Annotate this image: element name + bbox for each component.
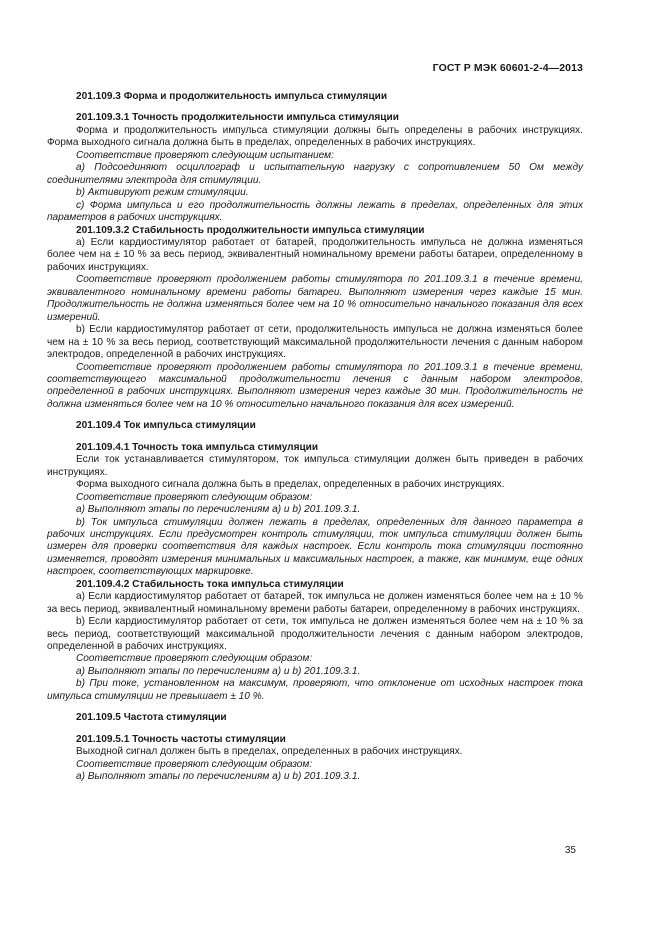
- body-paragraph: а) Если кардиостимулятор работает от батарей, продолжительность импульса не должна изменяться более чем на ± 10 % за весь период, эквивалентный номинальному времени работы батареи, определенному в рабочих инструкциях.: [47, 236, 583, 273]
- section-heading: 201.109.3 Форма и продолжительность импульса стимуляции: [76, 91, 388, 102]
- compliance-text: Соответствие проверяют следующим образом:: [76, 758, 313, 770]
- compliance-text: а) Выполняют этапы по перечислениям а) и b) 201.109.3.1.: [76, 771, 361, 783]
- compliance-text: b) При токе, установленном на максимум, проверяют, что отклонение от исходных настроек тока импульса стимуляции не превышает ± 10 %.: [47, 678, 583, 702]
- compliance-text: Соответствие проверяют продолжением работы стимулятора по 201.109.3.1 в течение времени, эквивалентного номинальному времени работы батареи. Выполняют измерения через каждые 15 мин. Продолжительность не должна изменяться более чем на 10 % относительно начального показания для всех измерений.: [47, 274, 583, 323]
- section-heading: 201.109.5 Частота стимуляции: [76, 712, 227, 724]
- body-paragraph: b) Если кардиостимулятор работает от сети, ток импульса не должен изменяться более чем на ± 10 % за весь период, соответствующий максимальной продолжительности лечения с данным набором электродов, определенной в рабочих инструкциях.: [47, 616, 583, 653]
- page-number: 35: [564, 845, 576, 856]
- compliance-text-part: Соответствие проверяют продолжением работы стимулятора по 201.109.3.1 в течение времени, соответствующего максимальной продолжительности лечения с данным набором электродов, определенной в рабочих инструкциях. Выполняют измерения через каждые 30 мин. Продолжительность: [47, 361, 583, 398]
- section-heading: 201.109.5.1 Точность частоты стимуляции: [76, 733, 286, 745]
- compliance-text-part: не должна изменяться более чем на 10 % относительно начального показания для всех измерений.: [47, 386, 583, 410]
- compliance-text: Соответствие проверяют следующим образом:: [76, 491, 313, 503]
- compliance-text: Соответствие проверяют следующим образом:: [76, 653, 313, 665]
- section-heading: 201.109.3.1 Точность продолжительности импульса стимуляции: [76, 112, 399, 124]
- compliance-text: c) Форма импульса и его продолжительность должны лежать в пределах, определенных для этих параметров в рабочих инструкциях.: [47, 199, 583, 224]
- compliance-text: Соответствие проверяют следующим испытанием:: [76, 149, 334, 161]
- section-heading: 201.109.4 Ток импульса стимуляции: [76, 420, 256, 432]
- compliance-text: а) Подсоединяют осциллограф и испытательную нагрузку с сопротивлением 50 Ом между соединителями электрода для стимуляции.: [47, 162, 583, 186]
- body-paragraph: Форма выходного сигнала должна быть в пределах, определенных в рабочих инструкциях.: [76, 479, 505, 491]
- body-paragraph: Выходной сигнал должен быть в пределах, определенных в рабочих инструкциях.: [76, 746, 463, 758]
- compliance-text: а) Выполняют этапы по перечислениям а) и b) 201.109.3.1.: [76, 504, 361, 516]
- body-paragraph: b) Если кардиостимулятор работает от сети, продолжительность импульса не должна изменяться более чем на ± 10 % за весь период, соответствующий максимальной продолжительности лечения с данным набором электродов, определенной в рабочих инструкциях.: [47, 324, 583, 361]
- document-header: ГОСТ Р МЭК 60601-2-4—2013: [432, 62, 583, 74]
- body-paragraph: Если ток устанавливается стимулятором, ток импульса стимуляции должен быть приведен в рабочих инструкциях.: [47, 454, 583, 478]
- section-heading: 201.109.4.2 Стабильность тока импульса стимуляции: [76, 578, 344, 590]
- document-body: [47, 91, 583, 784]
- section-heading: 201.109.4.1 Точность тока импульса стимуляции: [76, 441, 319, 453]
- body-paragraph: а) Если кардиостимулятор работает от батарей, ток импульса не должен изменяться более чем на ± 10 % за весь период, эквивалентный номинальному времени работы батареи, определенному в рабочих инструкциях.: [47, 591, 583, 615]
- compliance-text: [47, 362, 583, 412]
- body-paragraph: Форма и продолжительность импульса стимуляции должны быть определены в рабочих инструкциях. Форма выходного сигнала должна быть в пределах, определенных в рабочих инструкциях.: [47, 124, 583, 149]
- compliance-text: b) Ток импульса стимуляции должен лежать в пределах, определенных для данного параметра в рабочих инструкциях. Если предусмотрен контроль стимуляции, ток импульса стимуляции должен быть измерен для проверки соответствия для каждых настроек. Если контроль тока стимуляции постоянно изменяется, проводят измерения минимальных и максимальных настроек, а также, как минимум, еще одних настроек, соответствующих маркировке.: [47, 516, 583, 578]
- compliance-text: а) Выполняют этапы по перечислениям а) и b) 201.109.3.1.: [76, 665, 361, 677]
- section-heading: 201.109.3.2 Стабильность продолжительности импульса стимуляции: [76, 224, 425, 236]
- compliance-text: b) Активируют режим стимуляции.: [76, 187, 249, 199]
